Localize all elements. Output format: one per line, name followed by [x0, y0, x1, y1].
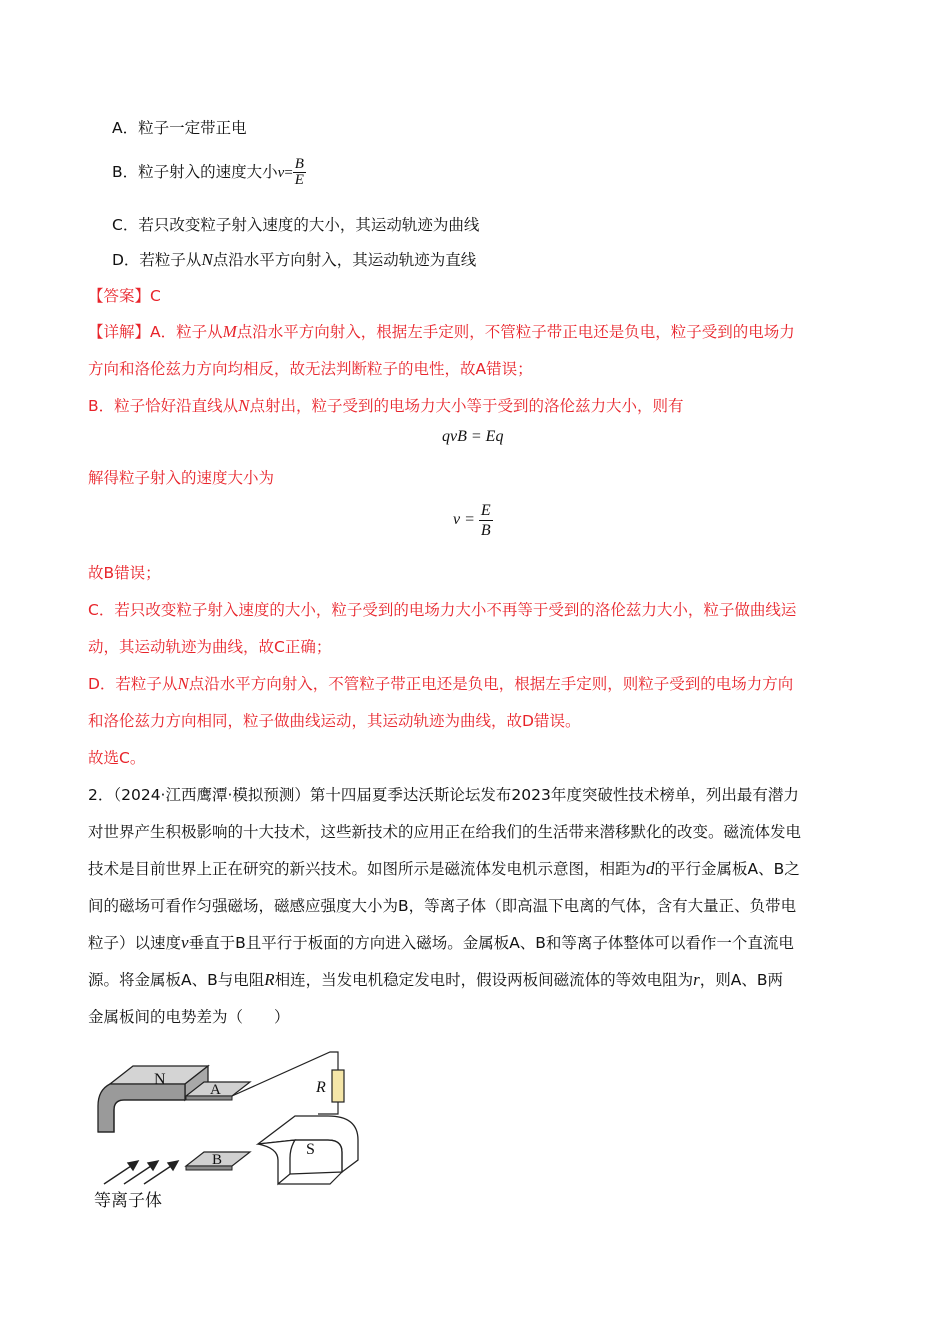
q2-line6-r-upper: R — [264, 970, 275, 989]
detail-a-pre: A．粒子从 — [150, 323, 223, 341]
plate-b-label: B — [212, 1152, 223, 1168]
detail-label: 【详解】 — [88, 323, 151, 341]
detail-d-post: 点沿水平方向射入，不管粒子带正电还是负电，根据左手定则，则粒子受到的电场力方向 — [188, 675, 794, 693]
option-b-v: v — [277, 165, 285, 181]
q2-line5-v: v — [181, 933, 189, 952]
detail-d-line2: 和洛伦兹力方向相同，粒子做曲线运动，其运动轨迹为曲线，故D错误。 — [88, 712, 581, 730]
option-b — [112, 152, 306, 192]
option-d — [112, 250, 476, 270]
detail-a-m: M — [222, 322, 237, 341]
wire-bottom — [318, 1102, 338, 1114]
plasma-arrows — [104, 1161, 178, 1184]
option-d-n: N — [201, 250, 213, 269]
plasma-caption: 等离子体 — [94, 1191, 162, 1211]
answer-label: 【答案】 — [88, 287, 151, 305]
resistor — [332, 1070, 344, 1102]
option-d-pre: D．若粒子从 — [112, 251, 202, 269]
detail-b-line2: 解得粒子射入的速度大小为 — [88, 469, 275, 487]
q2-line3 — [88, 859, 800, 879]
detail-a-line1 — [88, 322, 795, 342]
option-b-numerator: B — [294, 156, 304, 172]
q2-line3-d: d — [646, 859, 655, 878]
detail-d-n: N — [177, 674, 189, 693]
detail-a-line2: 方向和洛伦兹力方向均相反，故无法判断粒子的电性，故A错误； — [88, 360, 533, 378]
q2-line3-post: 的平行金属板A、B之 — [654, 860, 800, 878]
option-b-denominator: E — [294, 172, 304, 188]
mhd-generator-figure — [90, 1044, 390, 1214]
q2-line2: 对世界产生积极影响的十大技术，这些新技术的应用正在给我们的生活带来潜移默化的改变。磁流体发电 — [88, 823, 802, 841]
detail-b-line3: 故B错误； — [88, 564, 161, 582]
answer-value: C — [150, 287, 161, 305]
equation-velocity — [453, 498, 493, 542]
detail-c-line2: 动，其运动轨迹为曲线，故C正确； — [88, 638, 332, 656]
q2-line3-pre: 技术是目前世界上正在研究的新兴技术。如图所示是磁流体发电机示意图，相距为 — [88, 860, 647, 878]
q2-line6-post: ，则A、B两 — [699, 971, 784, 989]
detail-a-post: 点沿水平方向射入，根据左手定则，不管粒子带正电还是负电，粒子受到的电场力 — [236, 323, 795, 341]
detail-c-line1: C．若只改变粒子射入速度的大小，粒子受到的电场力大小不再等于受到的洛伦兹力大小，粒子做曲线运 — [88, 601, 797, 619]
equation-velocity-denominator: B — [480, 521, 491, 539]
option-d-post: 点沿水平方向射入，其运动轨迹为直线 — [212, 251, 477, 269]
equation-force-balance: qvB = Eq — [442, 428, 504, 445]
plate-a-label: A — [210, 1082, 221, 1098]
option-b-text: B．粒子射入的速度大小 — [112, 163, 278, 181]
option-a: A．粒子一定带正电 — [112, 119, 247, 137]
detail-d-pre: D．若粒子从 — [88, 675, 178, 693]
q2-line7: 金属板间的电势差为（ ） — [88, 1008, 290, 1026]
detail-b-line1 — [88, 396, 684, 416]
detail-d-line1 — [88, 674, 793, 694]
detail-b-pre: B．粒子恰好沿直线从 — [88, 397, 239, 415]
detail-final: 故选C。 — [88, 749, 146, 767]
equation-velocity-lhs: v = — [453, 511, 475, 528]
option-b-eq: = — [284, 165, 293, 181]
detail-b-post: 点射出，粒子受到的电场力大小等于受到的洛伦兹力大小，则有 — [249, 397, 684, 415]
q2-line1: 2．（2024·江西鹰潭·模拟预测）第十四届夏季达沃斯论坛发布2023年度突破性技术榜单，列出最有潜力 — [88, 786, 799, 804]
magnet-s-label: S — [306, 1141, 315, 1158]
equation-velocity-fraction — [479, 501, 493, 540]
option-c: C．若只改变粒子射入速度的大小，其运动轨迹为曲线 — [112, 216, 480, 234]
q2-line6-r-lower: r — [693, 970, 700, 989]
q2-line6 — [88, 970, 783, 990]
q2-line5-post: 垂直于B且平行于板面的方向进入磁场。金属板A、B和等离子体整体可以看作一个直流电 — [188, 934, 794, 952]
equation-velocity-numerator: E — [480, 501, 491, 519]
resistor-label: R — [316, 1079, 326, 1096]
answer-line — [88, 286, 161, 306]
option-b-fraction — [293, 157, 306, 188]
q2-line6-mid: 相连，当发电机稳定发电时，假设两板间磁流体的等效电阻为 — [274, 971, 694, 989]
q2-line5-pre: 粒子）以速度 — [88, 934, 182, 952]
q2-line5 — [88, 933, 794, 953]
q2-line4: 间的磁场可看作匀强磁场，磁感应强度大小为B，等离子体（即高温下电离的气体，含有大量正、负带电 — [88, 897, 797, 915]
q2-line6-pre: 源。将金属板A、B与电阻 — [88, 971, 265, 989]
magnet-n-label: N — [154, 1071, 166, 1088]
detail-b-n: N — [238, 396, 250, 415]
